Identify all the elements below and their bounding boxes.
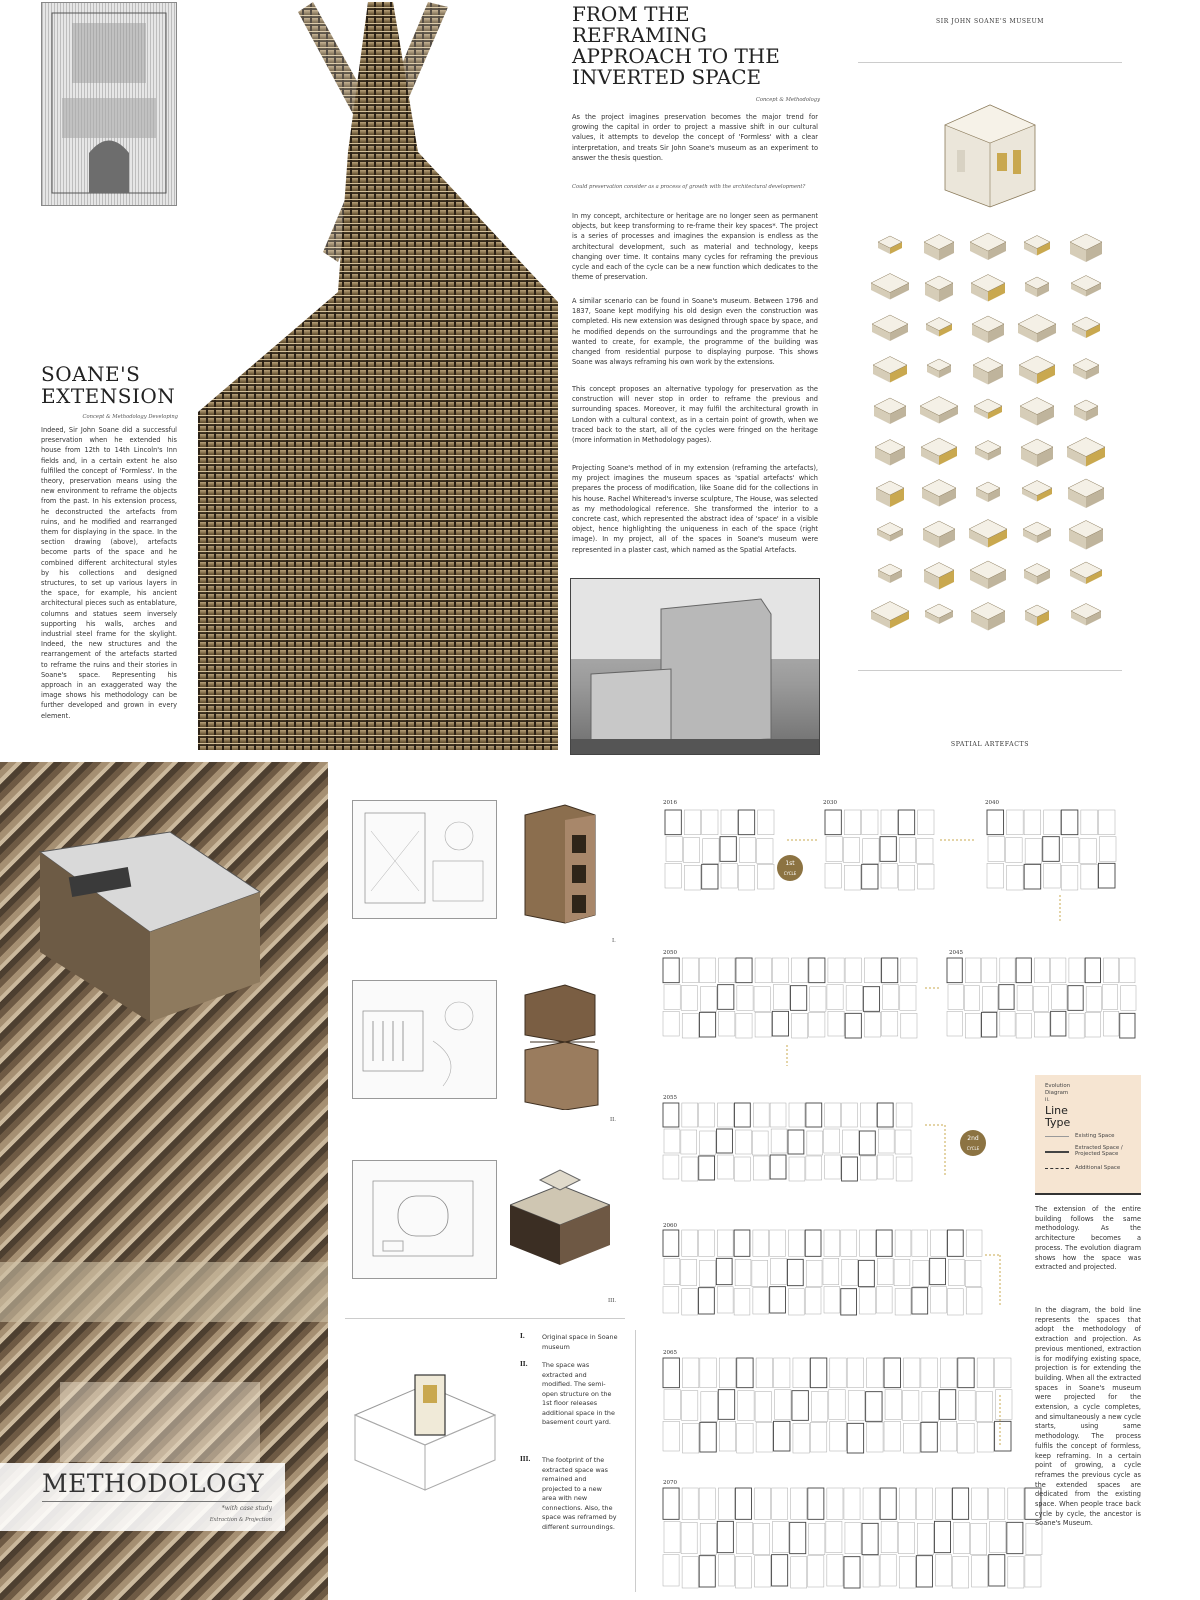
reframing-title-line4: INVERTED SPACE [572, 65, 762, 89]
roman-label-1: I. [612, 938, 616, 944]
spatial-artefact-block [877, 523, 903, 542]
year-label-2065: 2065 [663, 1350, 677, 1356]
cycle-badge-1-bottom: CYCLE [783, 871, 797, 876]
spatial-artefact-block [927, 359, 951, 378]
legend-line-extracted [1045, 1151, 1069, 1153]
reframing-title-line2: REFRAMING [572, 23, 707, 47]
axo-extracted-icon [520, 980, 600, 1110]
methodology-subtitle-2: Extraction & Projection [209, 1517, 272, 1523]
spatial-artefact-block [874, 398, 906, 424]
spatial-artefact-block [973, 358, 1003, 385]
spatial-artefact-block [871, 274, 909, 300]
reframing-question: Could preservation consider as a process of growth with the architectural development? [572, 184, 806, 190]
spatial-artefact-block [925, 604, 953, 624]
spatial-artefact-block [1019, 356, 1055, 384]
spatial-artefact-block [1069, 521, 1103, 550]
spatial-artefact-block [873, 357, 907, 383]
spatial-artefact-block [923, 521, 955, 548]
spatial-artefact-block [1067, 438, 1105, 467]
legend-item-3 [520, 1456, 620, 1566]
evolution-plan-2030 [825, 810, 934, 890]
plan-projected [352, 1160, 497, 1279]
plan-projected-icon [353, 1161, 496, 1278]
legend-bottom-rule [1035, 1193, 1141, 1195]
cycle-badge-1-top: 1st [785, 860, 795, 867]
legend-line-existing [1045, 1136, 1069, 1137]
cycle-badge-1 [777, 855, 803, 881]
methodology-divider [345, 1318, 625, 1319]
legend-item-1-text: Original space in Soane museum [542, 1333, 618, 1351]
plan-original-icon [353, 801, 496, 918]
legend-label-existing: Existing Space [1075, 1133, 1115, 1139]
museum-header: SIR JOHN SOANE'S MUSEUM [936, 18, 1044, 25]
legend-title-3: ii. [1045, 1097, 1050, 1103]
legend-item-2-num: II. [520, 1361, 528, 1368]
spatial-artefact-block [1023, 522, 1051, 543]
spatial-artefact-block [972, 316, 1004, 343]
legend-heading-line2: Type [1045, 1116, 1071, 1129]
year-label-2070: 2070 [663, 1480, 677, 1486]
soane-section-engraving [41, 2, 177, 206]
evolution-plan-2060 [663, 1230, 982, 1315]
spatial-artefact-block [1070, 562, 1102, 584]
year-label-2060: 2060 [663, 1223, 677, 1229]
spatial-artefact-block [924, 235, 954, 261]
evolution-plan-2070 [663, 1488, 1042, 1588]
evolution-plan-2065 [663, 1358, 1012, 1453]
plan-extracted-icon [353, 981, 496, 1098]
spatial-artefact-block [974, 399, 1002, 419]
methodology-title: METHODOLOGY [42, 1469, 264, 1498]
spatial-artefact-block [1024, 564, 1050, 585]
legend-label-extracted: Extracted Space / Projected Space [1075, 1145, 1123, 1157]
museum-footer: SPATIAL ARTEFACTS [950, 741, 1030, 748]
evolution-plan-2045 [947, 958, 1136, 1038]
legend-heading [1045, 1105, 1070, 1129]
spatial-artefact-block [1025, 277, 1049, 297]
spatial-artefact-block [975, 441, 1001, 461]
spatial-artefact-block [920, 397, 958, 424]
spatial-artefact-block [1068, 479, 1104, 508]
axo-original [520, 800, 600, 925]
legend-label-additional: Additional Space [1075, 1165, 1121, 1171]
spatial-artefact-block [1020, 398, 1054, 426]
extension-body: Indeed, Sir John Soane did a successful preservation when he extended his house from 12th to 14th Lincoln's Inn fields and, in a certain extent he also fulfilled the concept of 'Formless'. In the theory, preservation means using the new environment to reframe the objects from the past. In his extension process, he deconstructed the artefacts from ruins, and he modified and rearranged them for displaying in the space. In the section drawing (above), artefacts become parts of the space and he combined different architectural styles by his collections and designed structures, to set up various layers in the space, for example, his ancient architectural pieces such as entablature, columns and statues seem inversely supporting his walls, arches and industrial steel frame for the skylight. Indeed, the new structures and the rearrangement of the artefacts started to reframe the ruins and their stories in Soane's space. Representing his approach in an exaggerated way the image shows his methodology can be further developed and grown in every element. [41, 426, 177, 720]
spatial-artefact-block [878, 236, 902, 254]
legend-item-1 [520, 1333, 620, 1361]
spatial-artefact-block [922, 480, 956, 507]
museum-block-icon [935, 95, 1045, 210]
artefacts-divider-bottom [858, 670, 1122, 671]
axo-projected [510, 1160, 610, 1270]
artefacts-grid [868, 228, 1118, 648]
axo-extracted [520, 980, 600, 1110]
reframing-paragraph-4: Projecting Soane's method of in my extension (reframing the artefacts), my project imagines the museum spaces as 'spatial artefacts' which prepares the process of modification, like Soane did for the collections in his house. Rachel Whiteread's inverse sculpture, The House, was selected as my methodological reference. She transformed the interior to a concrete cast, which represented the abstract idea of 'space' in a visible object, hence highlighting the uniqueness in each of the space (right image). In my project, all of the spaces in Soane's museum were represented in a plaster cast, which named as the Spatial Artefacts. [572, 464, 818, 554]
spatial-artefact-block [1073, 359, 1099, 380]
spatial-artefact-block [971, 275, 1005, 302]
tower-render-icon [198, 2, 558, 750]
combined-axo-icon [345, 1355, 505, 1495]
spatial-artefact-block [878, 564, 902, 583]
legend-heading-line1: Line [1045, 1104, 1068, 1117]
extension-title [41, 363, 181, 407]
spatial-artefact-block [872, 315, 908, 341]
spatial-artefact-block [1072, 317, 1100, 338]
evolution-plan-2040 [987, 810, 1116, 890]
axo-tower-icon [520, 800, 600, 925]
evolution-text-1: The extension of the entire building follows the same methodology. As the architecture becomes a process. The evolution diagram shows how the space was extracted and projected. [1035, 1205, 1141, 1272]
spatial-artefact-block [1074, 400, 1098, 421]
spatial-artefact-block [1024, 236, 1050, 256]
legend-item-2 [520, 1361, 620, 1456]
reframing-byline: Concept & Methodology [755, 97, 820, 103]
spatial-artefact-block [970, 233, 1006, 260]
year-label-2016: 2016 [663, 800, 677, 806]
extension-title-line1: SOANE'S [41, 362, 141, 386]
spatial-artefact-block [976, 482, 1000, 502]
spatial-artefacts-grid-icon [868, 228, 1118, 648]
spatial-artefact-block [921, 438, 957, 465]
cycle-badge-2-bottom: CYCLE [966, 1146, 980, 1151]
reframing-paragraph-3: This concept proposes an alternative typology for preservation as the construction will never stop in order to reframe the previous and surrounding spaces. Moreover, it may fulfil the architectural growth in London with a cultural context, as in a certain point of growth, when we traced back to the start, all of the cycles were fringed on the heritage (more information in Methodology pages). [572, 385, 818, 445]
legend-item-1-num: I. [520, 1333, 525, 1340]
spatial-artefact-block [1071, 604, 1101, 626]
methodology-vertical-rule [635, 1330, 636, 1592]
house-sculpture-icon [571, 579, 819, 754]
year-label-2030: 2030 [823, 800, 837, 806]
line-type-legend [1035, 1075, 1141, 1195]
methodology-title-panel [0, 1463, 285, 1531]
legend-line-additional [1045, 1168, 1069, 1169]
artefacts-divider-top [858, 62, 1122, 63]
spatial-artefact-block [925, 276, 953, 302]
spatial-artefact-block [1022, 481, 1052, 502]
cycle-badge-2 [960, 1130, 986, 1156]
legend-item-3-num: III. [520, 1456, 531, 1463]
evolution-plan-2050 [663, 958, 917, 1038]
reframing-title-line1: FROM THE [572, 2, 690, 26]
reframing-title-line3: APPROACH TO THE [572, 44, 780, 68]
spatial-artefact-block [1018, 315, 1056, 343]
plan-extracted [352, 980, 497, 1099]
legend-item-3-text: The footprint of the extracted space was remained and projected to a new area with new connections. Also, the space was reframed by different surroundings. [542, 1456, 617, 1531]
spatial-artefact-block [1025, 605, 1049, 626]
spatial-artefact-block [1071, 276, 1101, 297]
extension-subtitle: Concept & Methodology Developing [82, 414, 178, 420]
spatial-artefact-block [969, 520, 1007, 548]
methodology-subtitle: *with case study [221, 1505, 272, 1512]
roman-label-3: III. [608, 1298, 617, 1304]
axo-projected-icon [510, 1160, 610, 1270]
spatial-artefact-block [926, 318, 952, 337]
plan-original [352, 800, 497, 919]
spatial-artefact-block [1021, 439, 1053, 467]
evolution-text-2: In the diagram, the bold line represents the spaces that adopt the methodology of extraction and projection. As previous mentioned, extraction is for modifying existing space, projection is for extending the building. When all the extracted spaces in Soane's museum were projected for the extension, a cycle completes, and simultaneously a new cycle starts, using same methodology. The process fulfils the concept of formless, keep reframing. In a certain point of growing, a cycle reframes the previous cycle as the extended spaces are dedicated from the existing space. When people trace back cycle by cycle, the ancestor is Soane's Museum. [1035, 1306, 1141, 1528]
extension-title-line2: EXTENSION [41, 384, 176, 408]
reframing-intro: As the project imagines preservation becomes the major trend for growing the capital in order to project a massive shift in our cultural values, it attempts to develop the concept of 'Formless' with a clear interpretation, and treats Sir John Soane's museum as an experiment to answer the thesis question. [572, 113, 818, 162]
spatial-artefact-block [1070, 234, 1102, 262]
evolution-plan-2016 [665, 810, 774, 890]
reframing-paragraph-1: In my concept, architecture or heritage are no longer seen as permanent objects, but keep transforming to re-frame their key spaces*. The project is a series of processes and imagines the expansion is endless as the architectural development, such as material and technology, keeps changing over time. It contains many cycles for reframing the previous cycle and each of the cycle can be a new function which dedicates to the theme of preservation. [572, 212, 818, 282]
methodology-combined-axo [345, 1355, 505, 1495]
reframing-paragraph-2: A similar scenario can be found in Soane's museum. Between 1796 and 1837, Soane kept modifying his old design even the construction was completed. His new extension was designed through space by space, and he modified depends on the surroundings and the programme that he wanted to create, for example, the programme of the building was changed from residential purpose to displaying purpose. This shows Soane was always reframing his own work by the extensions. [572, 297, 818, 367]
cycle-badge-2-top: 2nd [967, 1135, 979, 1142]
year-label-2055: 2055 [663, 1095, 677, 1101]
spatial-artefact-block [970, 561, 1006, 589]
legend-title-2: Diagram [1045, 1090, 1069, 1096]
museum-axonometric [935, 95, 1045, 210]
inverted-tower-render [198, 2, 558, 750]
methodology-legend [520, 1333, 620, 1566]
spatial-artefact-block [871, 602, 909, 629]
year-label-2050: 2050 [663, 950, 677, 956]
legend-title-1: Evolution [1045, 1083, 1071, 1089]
legend-item-2-text: The space was extracted and modified. The semi-open structure on the 1st floor releases additional space in the basement court yard. [542, 1361, 615, 1426]
spatial-artefact-block [924, 563, 954, 590]
year-label-2045: 2045 [949, 950, 963, 956]
reframing-title [572, 4, 822, 88]
evolution-plan-2055 [663, 1103, 912, 1181]
spatial-artefact-block [875, 440, 905, 466]
year-label-2040: 2040 [985, 800, 999, 806]
engraving-detail-icon [42, 3, 176, 205]
roman-label-2: II. [610, 1117, 616, 1123]
spatial-artefact-block [971, 603, 1005, 631]
whiteread-house-photo [570, 578, 820, 755]
spatial-artefact-block [876, 481, 904, 507]
methodology-title-rule [42, 1501, 272, 1502]
